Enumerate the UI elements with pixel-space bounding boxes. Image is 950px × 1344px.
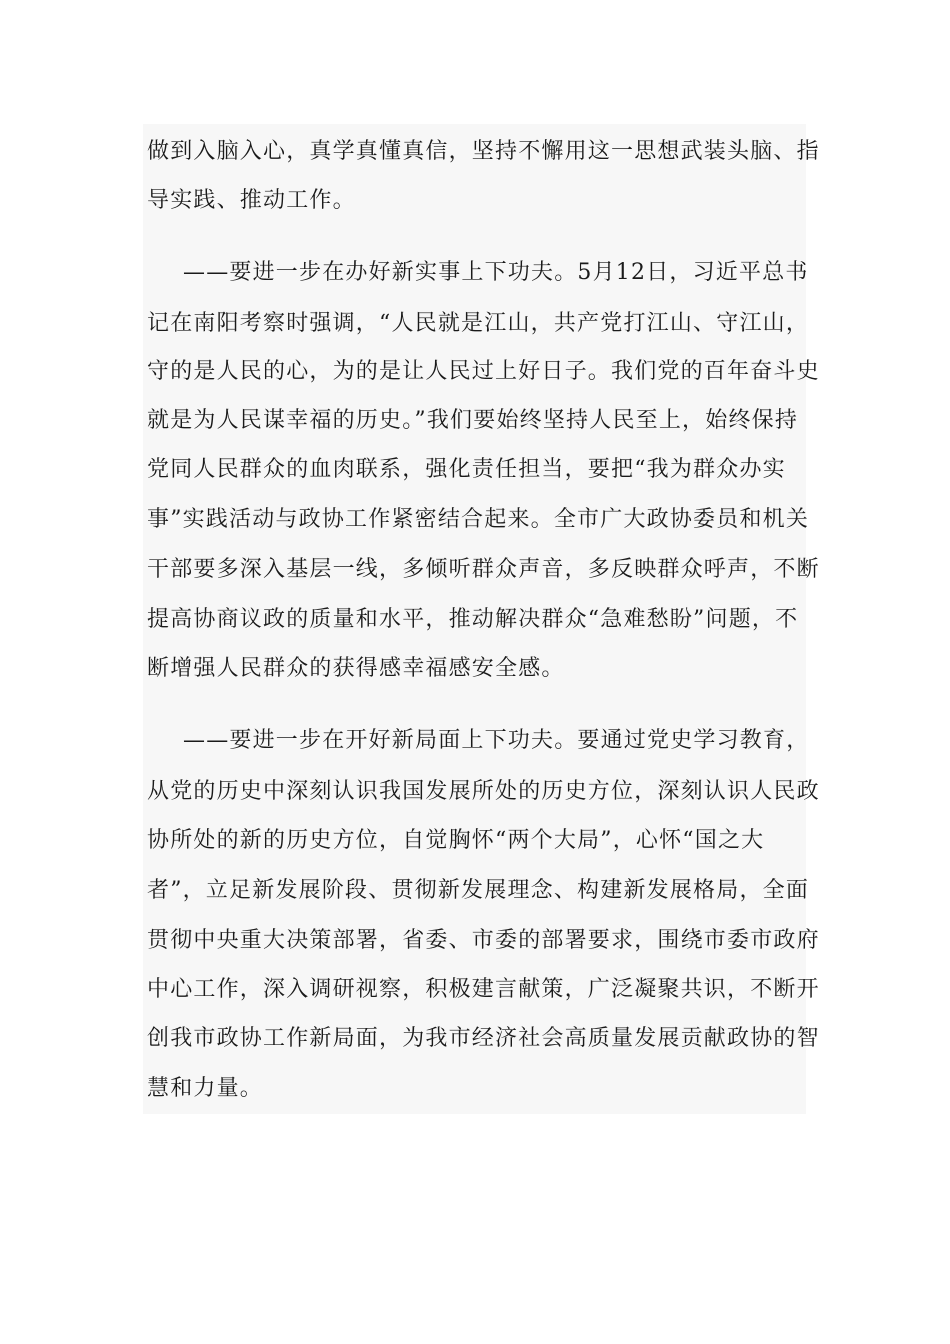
paragraph-2-line-8: 提高协商议政的质量和水平，推动解决群众“急难愁盼”问题，不 [147,607,799,632]
paragraph-3-line-8: 慧和力量。 [147,1076,264,1101]
paragraph-2-line-3: 守的是人民的心，为的是让人民过上好日子。我们党的百年奋斗史 [147,359,820,384]
paragraph-2-line-5: 党同人民群众的血肉联系，强化责任担当，要把“我为群众办实 [147,457,786,482]
paragraph-2-line-6: 事”实践活动与政协工作紧密结合起来。全市广大政协委员和机关 [147,507,810,532]
paragraph-1-line-1: 做到入脑入心，真学真懂真信，坚持不懈用这一思想武装头脑、指 [147,139,820,164]
paragraph-1-line-2: 导实践、推动工作。 [147,188,356,213]
paragraph-2-line-2: 记在南阳考察时强调，“人民就是江山，共产党打江山、守江山， [147,311,810,336]
document-text-block [143,124,820,1114]
paragraph-2-line-7: 干部要多深入基层一线，多倾听群众声音，多反映群众呼声，不断 [147,557,820,582]
paragraph-3-line-1: ——要进一步在开好新局面上下功夫。要通过党史学习教育， [183,728,810,753]
paragraph-3-line-3: 协所处的新的历史方位，自觉胸怀“两个大局”，心怀“国之大 [147,828,765,853]
paragraph-3-line-7: 创我市政协工作新局面，为我市经济社会高质量发展贡献政协的智 [147,1026,820,1051]
paragraph-3-line-6: 中心工作，深入调研视察，积极建言献策，广泛凝聚共识，不断开 [147,977,820,1002]
paragraph-3-line-5: 贯彻中央重大决策部署，省委、市委的部署要求，围绕市委市政府 [147,928,820,953]
paragraph-3-line-2: 从党的历史中深刻认识我国发展所处的历史方位，深刻认识人民政 [147,779,820,804]
paragraph-3-line-4: 者”，立足新发展阶段、贯彻新发展理念、构建新发展格局，全面 [147,878,810,903]
paragraph-2-line-4: 就是为人民谋幸福的历史。”我们要始终坚持人民至上，始终保持 [147,408,799,433]
paragraph-2-line-9: 断增强人民群众的获得感幸福感安全感。 [147,656,565,681]
paragraph-2-line-1: ——要进一步在办好新实事上下功夫。5月12日，习近平总书 [183,260,809,285]
